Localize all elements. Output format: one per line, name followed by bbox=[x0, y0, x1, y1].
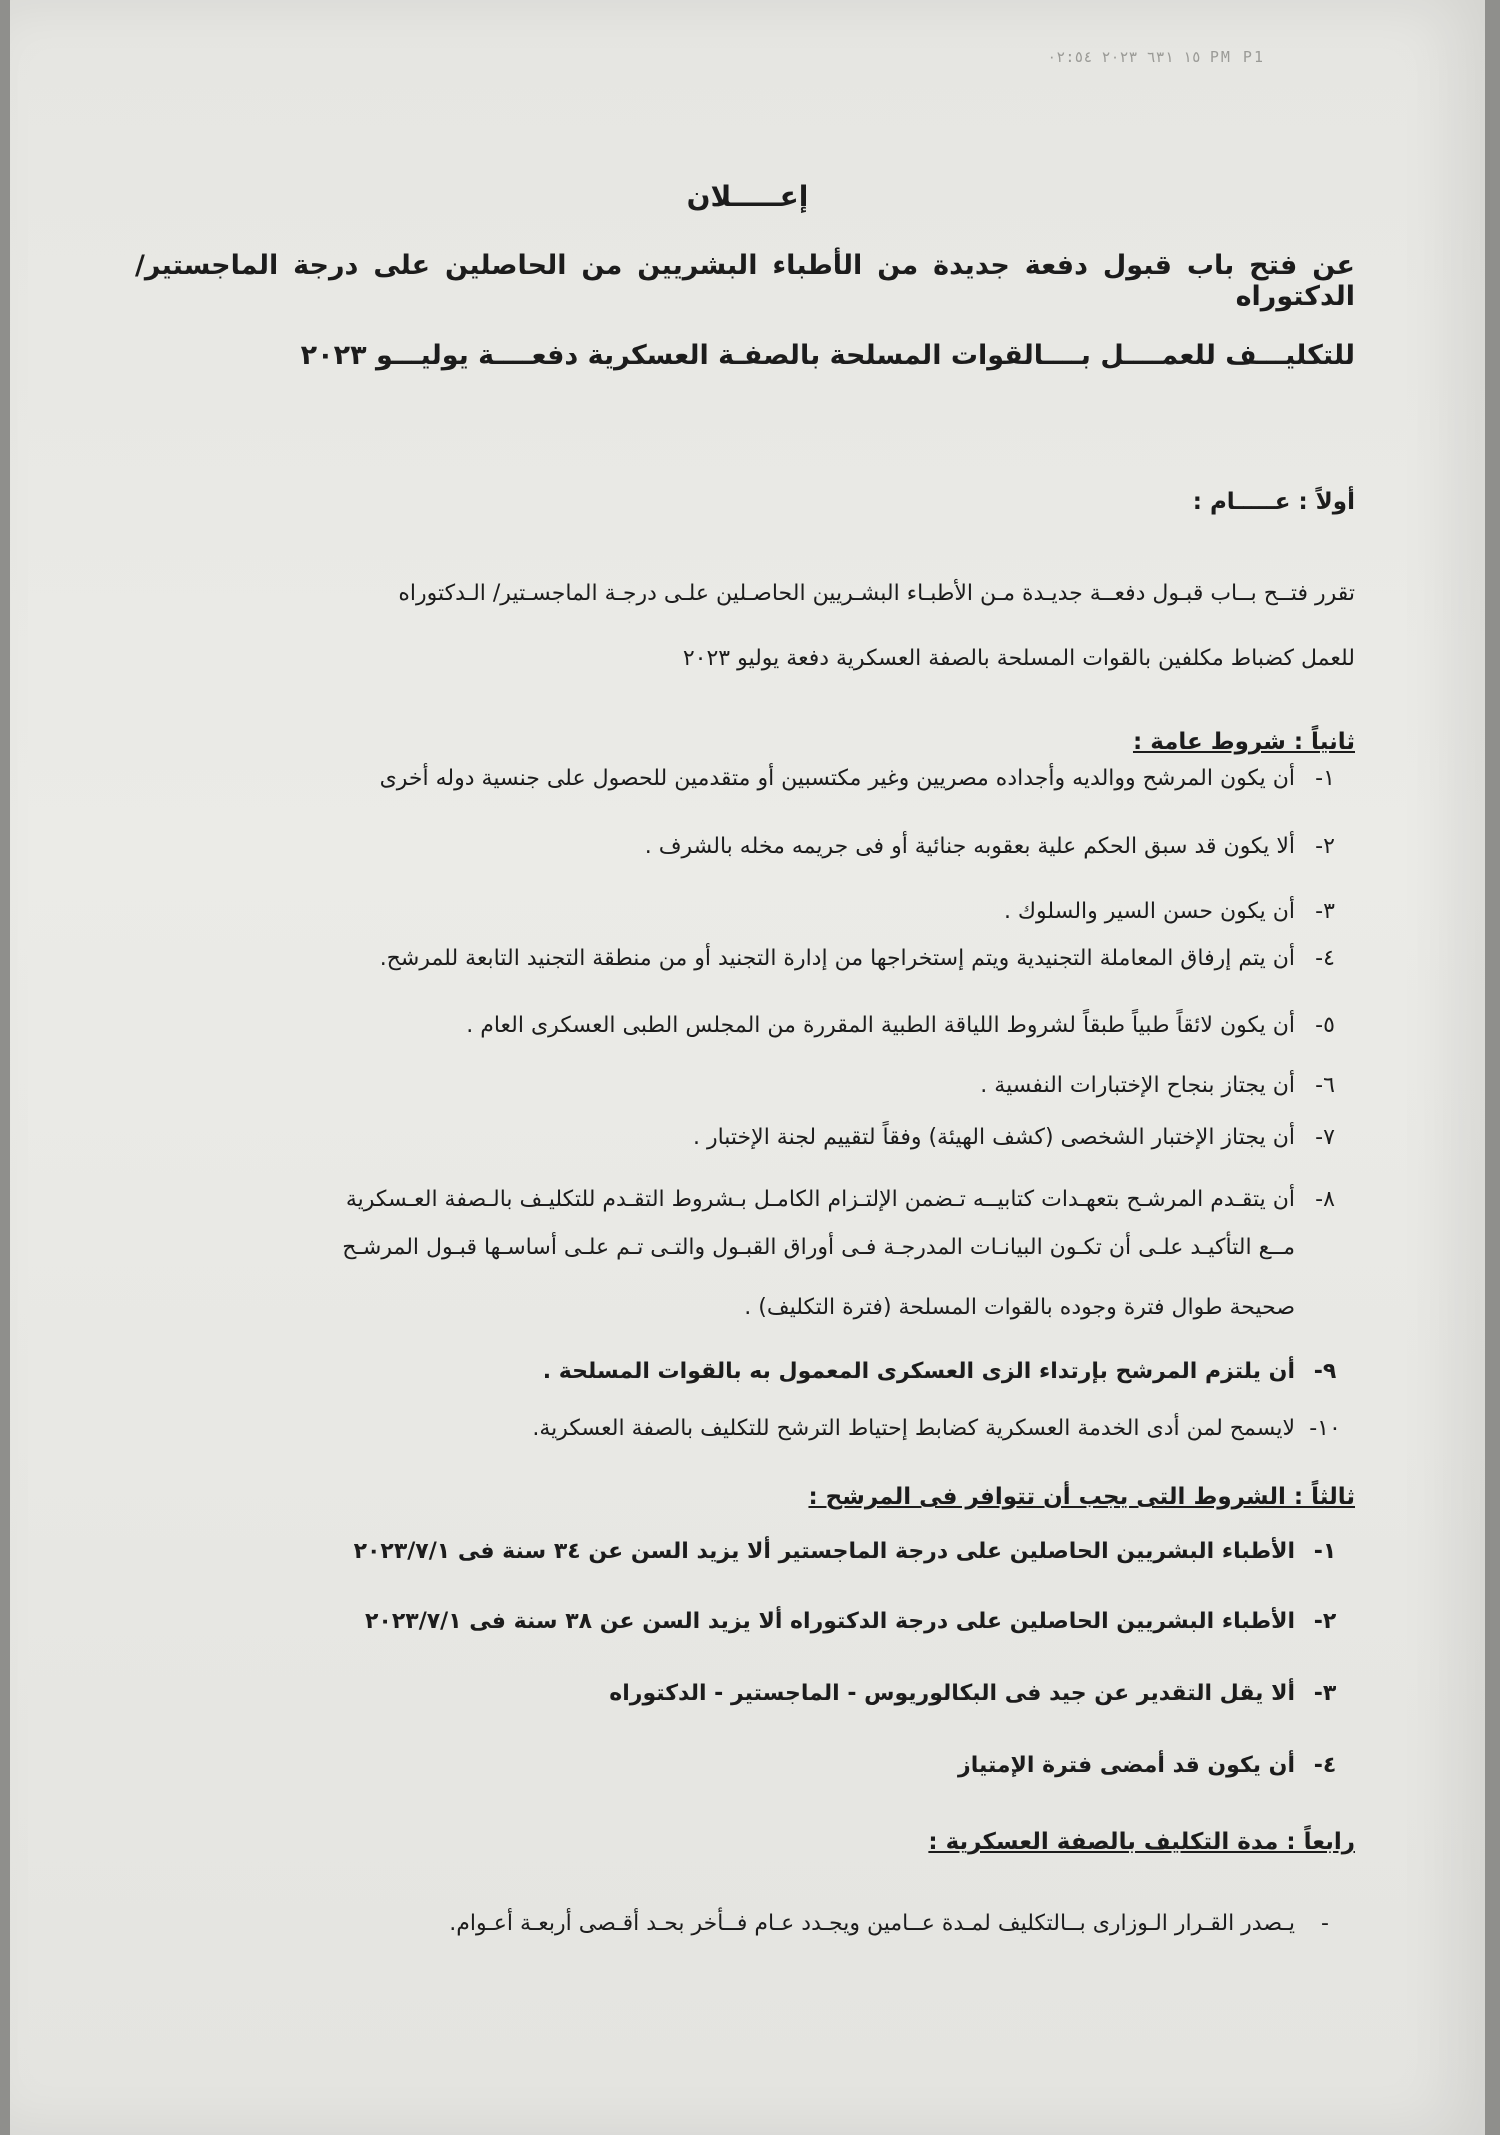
item-number: ٤- bbox=[1315, 946, 1335, 971]
scan-header: ١٥ ٦٣١ ٢٠٢٣ ٠٢:٥٤ PM P1 bbox=[1047, 48, 1265, 66]
subtitle-line-2: للتكليـــف للعمــــل بــــالقوات المسلحة بالصفـة العسكرية دفعــــة يوليـــو ٢٠٢٣ bbox=[300, 340, 1355, 371]
item-number: ١- bbox=[1315, 766, 1335, 791]
document-page bbox=[10, 0, 1485, 2135]
section-1-line: تقرر فتــح بــاب قبـول دفعــة جديـدة مـن الأطبـاء البشـريين الحاصـلين علـى درجـة الماجسـتير/ الـدكتوراه bbox=[398, 581, 1355, 606]
item-text: أن يكون المرشح ووالديه وأجداده مصريين وغير مكتسبين أو متقدمين للحصول على جنسية دوله أخرى bbox=[379, 766, 1295, 791]
document-body bbox=[10, 0, 1485, 2135]
list-item bbox=[125, 1186, 1355, 1215]
item-number: ٢- bbox=[1313, 1609, 1337, 1634]
item-text: الأطباء البشريين الحاصلين على درجة الدكتوراه ألا يزيد السن عن ٣٨ سنة فى ٢٠٢٣/٧/١ bbox=[364, 1609, 1295, 1634]
item-text: أن يكون قد أمضى فترة الإمتياز bbox=[958, 1753, 1295, 1778]
list-item bbox=[125, 1415, 1355, 1444]
item-number: - bbox=[1321, 1911, 1329, 1936]
item-text: يـصدر القـرار الـوزارى بــالتكليف لمـدة عــامين ويجـدد عـام فــأخر بحـد أقـصى أربعـة أعـوام. bbox=[449, 1911, 1295, 1936]
item-text: ألا يقل التقدير عن جيد فى البكالوريوس - الماجستير - الدكتوراه bbox=[609, 1681, 1295, 1706]
item-text: أن يتقـدم المرشـح بتعهـدات كتابيــه تـضمن الإلتـزام الكامـل بـشروط التقـدم للتكليـف بالـصفة العـسكرية bbox=[345, 1187, 1295, 1212]
item-text: أن يلتزم المرشح بإرتداء الزى العسكرى المعمول به بالقوات المسلحة . bbox=[542, 1359, 1295, 1384]
item-number: ٧- bbox=[1315, 1125, 1335, 1150]
section-1-heading: أولاً : عـــــام : bbox=[1192, 489, 1355, 515]
item-text: أن يكون حسن السير والسلوك . bbox=[1003, 899, 1295, 924]
list-item-continuation bbox=[125, 1294, 1355, 1323]
list-item bbox=[125, 1608, 1355, 1637]
item-number: ٦- bbox=[1315, 1073, 1335, 1098]
item-number: ١٠- bbox=[1309, 1416, 1341, 1441]
list-item bbox=[125, 1072, 1355, 1101]
list-item bbox=[125, 1124, 1355, 1153]
item-text: أن يجتاز بنجاح الإختبارات النفسية . bbox=[980, 1073, 1295, 1098]
item-number: ٨- bbox=[1315, 1187, 1335, 1212]
list-item-continuation bbox=[125, 1234, 1355, 1263]
item-text: مــع التأكيـد علـى أن تكـون البيانـات المدرجـة فـى أوراق القبـول والتـى تـم علـى أساسـها قبـول المرشـح bbox=[342, 1235, 1295, 1260]
item-number: ٥- bbox=[1315, 1013, 1335, 1038]
item-number: ٣- bbox=[1313, 1681, 1337, 1706]
page-title: إعـــــلان bbox=[686, 180, 809, 213]
item-number: ٤- bbox=[1313, 1753, 1337, 1778]
item-text: لايسمح لمن أدى الخدمة العسكرية كضابط إحتياط الترشح للتكليف بالصفة العسكرية. bbox=[532, 1416, 1295, 1441]
item-text: صحيحة طوال فترة وجوده بالقوات المسلحة (فترة التكليف) . bbox=[744, 1295, 1295, 1320]
list-item bbox=[125, 765, 1355, 794]
list-item bbox=[125, 833, 1355, 862]
item-number: ١- bbox=[1313, 1539, 1337, 1564]
section-2-heading: ثانياً : شروط عامة : bbox=[1132, 729, 1355, 755]
item-number: ٩- bbox=[1313, 1359, 1337, 1384]
list-item bbox=[125, 1680, 1355, 1709]
list-item bbox=[125, 1910, 1355, 1939]
item-text: أن يتم إرفاق المعاملة التجنيدية ويتم إستخراجها من إدارة التجنيد أو من منطقة التجنيد التابعة للمرشح. bbox=[379, 946, 1295, 971]
section-4-heading: رابعاً : مدة التكليف بالصفة العسكرية : bbox=[928, 1829, 1355, 1855]
section-1-line: للعمل كضباط مكلفين بالقوات المسلحة بالصفة العسكرية دفعة يوليو ٢٠٢٣ bbox=[682, 646, 1355, 671]
list-item bbox=[125, 898, 1355, 927]
item-text: الأطباء البشريين الحاصلين على درجة الماجستير ألا يزيد السن عن ٣٤ سنة فى ٢٠٢٣/٧/١ bbox=[353, 1539, 1295, 1564]
item-number: ٣- bbox=[1315, 899, 1335, 924]
section-3-heading: ثالثاً : الشروط التى يجب أن تتوافر فى المرشح : bbox=[808, 1484, 1355, 1510]
list-item bbox=[125, 1752, 1355, 1781]
list-item bbox=[125, 1538, 1355, 1567]
item-text: أن يجتاز الإختبار الشخصى (كشف الهيئة) وفقاً لتقييم لجنة الإختبار . bbox=[692, 1125, 1295, 1150]
list-item bbox=[125, 1358, 1355, 1387]
item-text: أن يكون لائقاً طبياً طبقاً لشروط اللياقة الطبية المقررة من المجلس الطبى العسكرى العام . bbox=[466, 1013, 1295, 1038]
item-number: ٢- bbox=[1315, 834, 1335, 859]
list-item bbox=[125, 1012, 1355, 1041]
list-item bbox=[125, 945, 1355, 974]
item-text: ألا يكون قد سبق الحكم علية بعقوبه جنائية أو فى جريمه مخله بالشرف . bbox=[644, 834, 1295, 859]
subtitle-line-1: عن فتح باب قبول دفعة جديدة من الأطباء البشريين من الحاصلين على درجة الماجستير/الدكتوراه bbox=[135, 250, 1355, 312]
